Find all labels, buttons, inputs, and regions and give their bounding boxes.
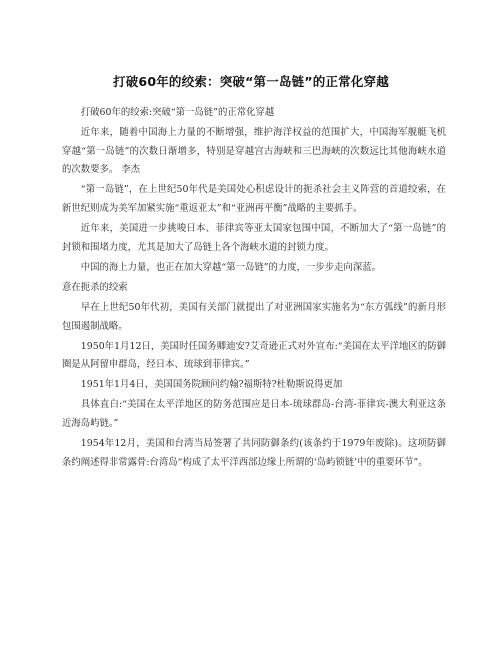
paragraph-10: 1954年12月，美国和台湾当局签署了共同防御条约(该条约于1979年废除)。这项防御条约阐述得非常露骨:台湾岛“构成了太平洋西部边缘上所谓的‘岛屿锁链’中的重要环节”。: [62, 438, 446, 468]
paragraph-3: “第一岛链”，在上世纪50年代是美国处心积虑设计的扼杀社会主义阵营的首道绞索，在新世纪则成为美军加紧实施“重返亚太”和“亚洲再平衡”战略的主要抓手。: [62, 184, 446, 214]
paragraph-8: 1951年1月4日，美国国务院顾问约翰?福斯特?杜勒斯说得更加: [80, 379, 343, 391]
document-body: [62, 104, 446, 474]
paragraph-6: 早在上世纪50年代初，美国有关部门就提出了对亚洲国家实施名为“东方弧线”的新月形包围遏制战略。: [62, 301, 446, 332]
paragraph-4: 近年来，美国进一步挑唆日本、菲律宾等亚太国家包围中国，不断加大了“第一岛链”的封锁和围堵力度，尤其是加大了岛链上各个海峡水道的封锁力度。: [62, 223, 446, 253]
paragraph-5: 中国的海上力量，也正在加大穿越“第一岛链”的力度，一步步走向深蓝。: [80, 261, 382, 273]
paragraph-9: 具体直白:“美国在太平洋地区的防务范围应是日本-琉球群岛-台湾-菲律宾-澳大利亚这条近海岛屿链。”: [62, 399, 446, 429]
section-heading: 意在扼杀的绞索: [62, 281, 128, 293]
paragraph-7: 1950年1月12日，美国时任国务卿迪安?艾奇逊正式对外宣布:“美国在太平洋地区的防御圈是从阿留申群岛，经日本、琉球到菲律宾。”: [62, 340, 446, 371]
paragraph-1: 打破60年的绞索:突破“第一岛链”的正常化穿越: [80, 107, 275, 118]
document-title: 打破60年的绞索：突破“第一岛链”的正常化穿越: [113, 74, 389, 89]
paragraph-2: 近年来，随着中国海上力量的不断增强，维护海洋权益的范围扩大，中国海军舰艇飞机穿越“第一岛链”的次数日渐增多，特别是穿越宫古海峡和三巴海峡的次数远比其他海峡水道的次数要多。 李杰: [62, 127, 446, 176]
